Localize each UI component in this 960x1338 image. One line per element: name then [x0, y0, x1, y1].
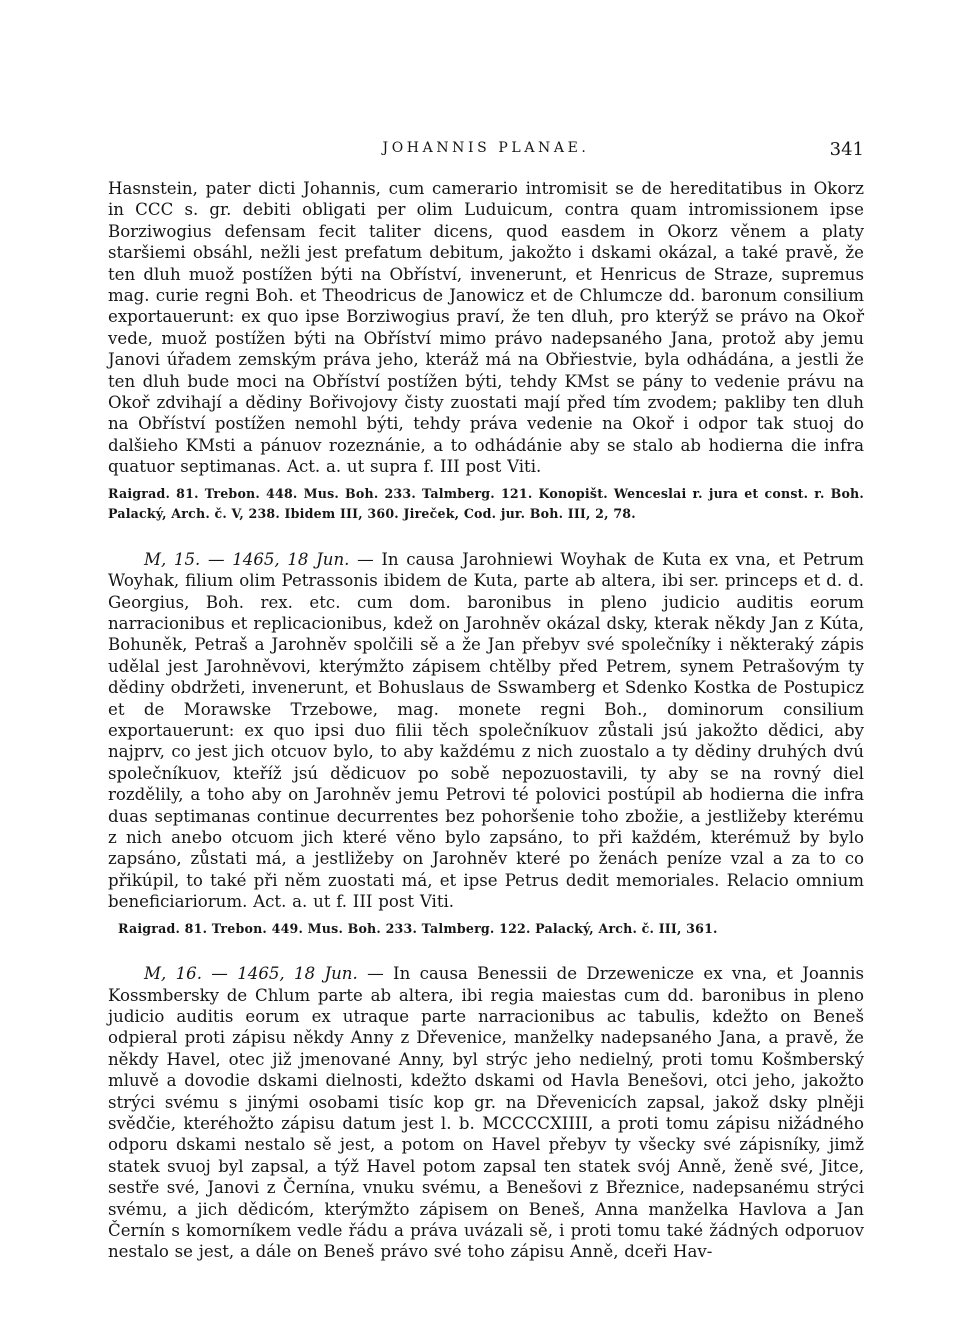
entry-document-id: M, 15. — 1465, 18 Jun.	[144, 549, 350, 569]
page-header	[108, 136, 864, 166]
entry-document-id: M, 16. — 1465, 18 Jun.	[144, 964, 358, 984]
page-number: 341	[829, 139, 864, 160]
entry-continuation-text: Hasnstein, pater dicti Johannis, cum camerario intromisit se de hereditatibus in Okorz in CCC s. gr. debiti obligati per olim Luduicum, contra quam intromissionem ipse Borziwogius defensam fecit taliter dicens, quod easdem in Okorz věnem a platy staršiemi obsáhl, nežli jest prefatum debitum, jakožto i dskami okázal, a také pravě, že ten dluh muož postížen býti na Obříství, invenerunt, et Henricus de Straze, supremus mag. curie regni Boh. et Theodricus de Janowicz et de Chlumcze dd. baronum consilium exportauerunt: ex quo ipse Borziwogius praví, že ten dluh, pro kterýž se právo na Okoř vede, muož postížen býti na Obříství mimo právo nadepsaného Jana, protož aby jemu Janovi úřadem zemským práva jeho, kteráž má na Obřiestvie, byla odhádána, a jestli že ten dluh bude moci na Obříství postížen býti, tehdy KMst se pány to vedenie právu na Okoř zdvihají a dědiny Bořivojovy čisty zuostati mají před tím zvodem; pakliby ten dluh na Obříství postížen nemohl býti, tehdy práva vedenie na Okoř i odpor tak stuoj do dalšieho KMsti a pánuov rozeznánie, a to odhádánie aby se stalo ab hodierna die infra quatuor septimanas. Act. a. ut supra f. III post Viti.	[108, 179, 864, 477]
entry-m16	[108, 963, 864, 1263]
running-title: JOHANNIS PLANAE.	[382, 140, 590, 156]
entry-separator	[108, 939, 864, 963]
entry-text: — In causa Jarohniewi Woyhak de Kuta ex vna, et Petrum Woyhak, filium olim Petrassonis ibidem de Kuta, parte ab altera, ibi ser. princeps et d. d. Georgius, Boh. rex. etc. cum dom. baronibus in pleno judicio auditis eorum narracionibus et replicacionibus, kdež on Jarohněv okázal dsky, kterak někdy Jan z Kúta, Bohuněk, Petraš a Jarohněv spolčili sě a že Jan přebyv své společníky i některaký zápis udělal jest Jarohněvovi, kterýmžto zápisem chtělby před Petrem, synem Petrašovým ty dědiny obdržeti, invenerunt, et Bohuslaus de Sswamberg et Sdenko Kostka de Postupicz et de Morawske Trzebowe, mag. monete regni Boh., dominorum consilium exportauerunt: ex quo ipsi duo filii těch společníkuov zůstali jsú jakožto dědici, aby najprv, co jest jich otcuov bylo, to aby každému z nich zuostalo a ty dědiny druhých dvú společníkuov, kteříž jsú dědicuov po sobě nepozuostavili, ty aby se na rovný diel rozdělily, a toho aby on Jarohněv jemu Petrovi té polovici postúpil ab hodierna die infra duas septimanas continue decurrentes bez pohoršenie toho zbožie, a jestližeby kterému z nich anebo otcuom jich které věno bylo zapsáno, to při každém, kterémuž by bylo zapsáno, zůstati má, a jestližeby on Jarohněv které po ženách peníze vzal a za to co přikúpil, to také při něm zuostati má, et ipse Petrus dedit memoriales. Relacio omnium beneficiariorum. Act. a. ut f. III post Viti.	[108, 549, 865, 912]
entry-sources: Raigrad. 81. Trebon. 449. Mus. Boh. 233. Talmberg. 122. Palacký, Arch. č. III, 361.	[118, 920, 718, 936]
entry-sources: Raigrad. 81. Trebon. 448. Mus. Boh. 233. Talmberg. 121. Konopišt. Wenceslai r. jura et const. r. Boh. Palacký, Arch. č. V, 238. Ibidem III, 360. Jireček, Cod. jur. Boh. III, 2, 78.	[108, 485, 864, 522]
entry-m15	[108, 549, 864, 913]
entry-text: — In causa Benessii de Drzewenicze ex vna, et Joannis Kossmbersky de Chlum parte ab altera, ibi regia maiestas cum dd. baronibus in pleno judicio auditis eorum ex utraque parte narracionibus ac tabulis, kdežto on Beneš odpieral proti zápisu někdy Anny z Dřevenice, manželky nadepsaného Jana, a pravě, že někdy Havel, otec již jmenované Anny, byl strýc jeho nedielný, proti tomu Košmberský mluvě a dovodie dskami dielnosti, kdežto dskami od Havla Benešovi, otci jeho, jakožto strýci svému s jinými osobami tisíc kop gr. na Dřevenicích zapsal, jakož dsky plněji svědčie, kteréhožto zápisu datum jest l. b. MCCCCXIIII, a proti tomu zápisu nižádného odporu dskami nestalo sě jest, a potom on Havel přebyv ty všecky své zápisníky, jimž statek svuoj byl zapsal, a týž Havel potom zapsal ten statek svój Anně, ženě své, Jitce, sestře své, Janovi z Černína, vnuku svému, a Benešovi z Březnice, nadepsanému strýci svému, a jich dědicóm, kterýmžto zápisem on Beneš, Anna manželka Havlova a Jan Černín s komorníkem vedle řádu a práva uvázali sě, i proti tomu také žádných odporuov nestalo se jest, a dále on Beneš právo své toho zápisu Anně, dceři Hav-	[108, 964, 865, 1262]
entry-separator	[108, 525, 864, 549]
page-body	[108, 178, 864, 1263]
